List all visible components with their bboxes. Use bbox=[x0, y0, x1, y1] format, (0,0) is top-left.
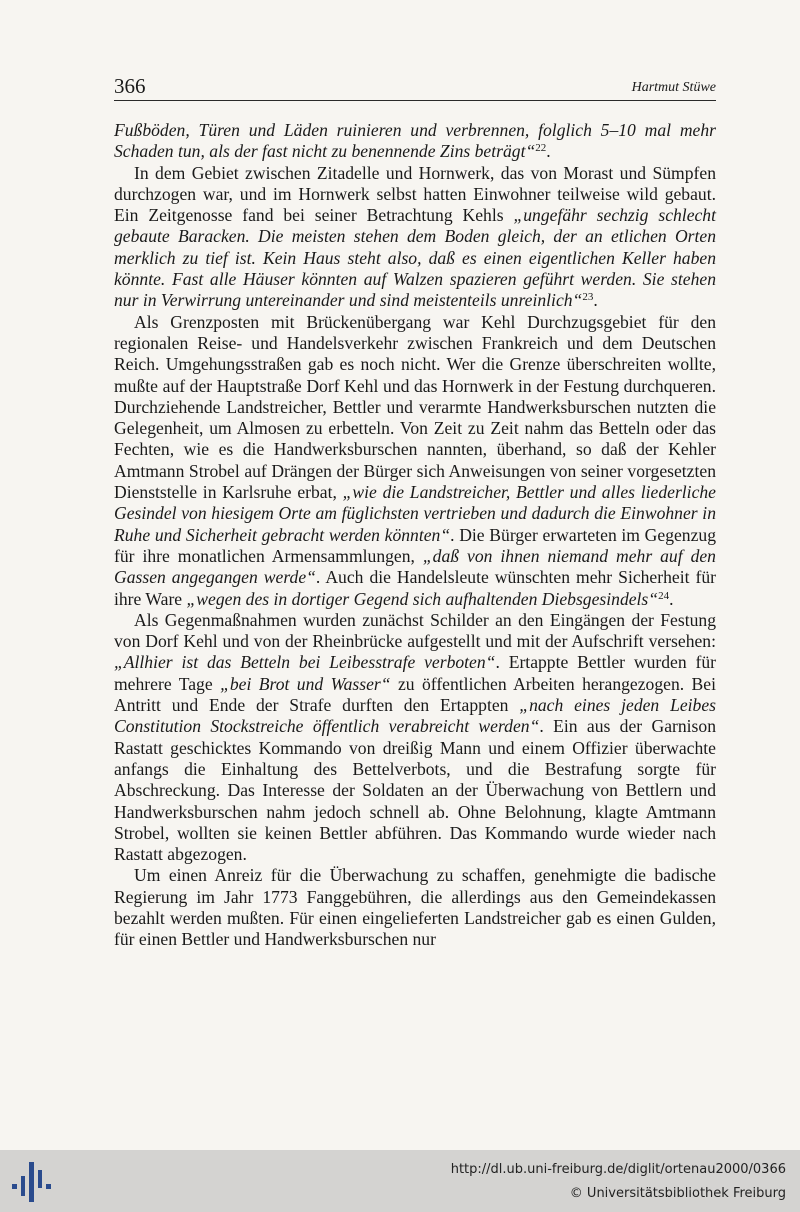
copyright-notice: © Universitätsbibliothek Freiburg bbox=[569, 1186, 786, 1201]
footnote-ref: 23 bbox=[582, 291, 594, 304]
text-run: zu öffentlichen Arbeiten herangezogen. Bei Antritt und Ende der Strafe durften den Ertappten bbox=[114, 673, 716, 716]
quotation: „nach eines jeden Leibes Constitution Stockstreiche öffentlich verabreicht werden“ bbox=[114, 695, 716, 737]
quotation: „wie die Landstreicher, Bettler und alles liederliche Gesindel von hiesigem Orte am füglichsten vertrieben und dadurch die Einwohner in Ruhe und Sicherheit gebracht werden könnten“ bbox=[114, 482, 716, 545]
quotation: „wegen des in dortiger Gegend sich aufhaltenden Diebsgesindels“ bbox=[186, 588, 659, 609]
text-run: . bbox=[593, 290, 598, 311]
quotation: „bei Brot und Wasser“ bbox=[220, 673, 391, 694]
text-run: . Die Bürger erwarteten im Gegenzug für ihre monatlichen Armensammlungen, bbox=[114, 524, 716, 566]
page-header bbox=[114, 74, 716, 101]
text-run: Als Gegenmaßnahmen wurden zunächst Schilder an den Eingängen der Festung von Dorf Kehl und von der Rheinbrücke aufgestellt und mit der Aufschrift versehen: bbox=[114, 609, 716, 652]
paragraph bbox=[114, 865, 716, 950]
source-url-link[interactable]: http://dl.ub.uni-freiburg.de/diglit/ortenau2000/0366 bbox=[450, 1162, 786, 1177]
ub-freiburg-logo-icon[interactable] bbox=[12, 1162, 52, 1202]
paragraph bbox=[114, 610, 716, 866]
text-run: . bbox=[546, 141, 551, 162]
paragraph bbox=[114, 312, 716, 610]
text-run: . Ertappte Bettler wurden für mehrere Tage bbox=[114, 652, 716, 694]
body-text bbox=[114, 120, 716, 951]
page-number: 366 bbox=[114, 74, 146, 98]
paragraph bbox=[114, 120, 716, 163]
viewer-footer bbox=[0, 1150, 800, 1212]
text-run: . bbox=[669, 588, 674, 609]
quotation: „Allhier ist das Betteln bei Leibesstrafe verboten“ bbox=[114, 652, 496, 673]
quotation: Fußböden, Türen und Läden ruinieren und verbrennen, folglich 5–10 mal mehr Schaden tun, als der fast nicht zu benennende Zins beträgt“ bbox=[114, 120, 716, 162]
footnote-ref: 22 bbox=[535, 142, 547, 155]
text-run: . Auch die Handelsleute wünschten mehr Sicherheit für ihre Ware bbox=[114, 567, 716, 609]
text-run: In dem Gebiet zwischen Zitadelle und Hornwerk, das von Morast und Sümpfen durchzogen war, und im Hornwerk selbst hatten Einwohner teilweise wild gebaut. Ein Zeitgenosse fand bei seiner Betrachtung Kehls bbox=[114, 162, 716, 226]
text-run: Als Grenzposten mit Brückenübergang war Kehl Durchzugsgebiet für den regionalen Reise- und Handelsverkehr zwischen Frankreich und dem Deutschen Reich. Umgehungsstraßen gab es noch nicht. Wer die Grenze überschreiten wollte, mußte auf der Hauptstraße Dorf Kehl und das Hornwerk in der Festung durchqueren. Durchziehende Landstreicher, Bettler und verarmte Handwerksburschen nutzten die Gelegenheit, um Almosen zu erbetteln. Von Zeit zu Zeit nahm das Betteln oder das Fechten, wie es die Handwerksburschen nannten, überhand, so daß der Kehler Amtmann Strobel auf Drängen der Bürger sich Anweisungen von seiner vorgesetzten Dienststelle in Karlsruhe erbat, bbox=[114, 311, 716, 503]
footnote-ref: 24 bbox=[658, 589, 670, 602]
quotation: „daß von ihnen niemand mehr auf den Gassen angegangen werde“ bbox=[114, 545, 716, 588]
quotation: „ungefähr sechzig schlecht gebaute Baracken. Die meisten stehen dem Boden gleich, der an etlichen Orten merklich zu tief ist. Kein Haus steht also, daß es einen eigentlichen Keller haben könnte. Fast alle Häuser könnten auf Walzen spazieren geführt werden. Sie stehen nur in Verwirrung untereinander und sind meistenteils unreinlich“ bbox=[114, 205, 716, 311]
running-head: Hartmut Stüwe bbox=[631, 80, 716, 95]
paragraph bbox=[114, 163, 716, 312]
text-run: . Ein aus der Garnison Rastatt geschicktes Kommando von dreißig Mann und einem Offizier überwachte anfangs die Einhaltung des Bettelverbots, und die Bestrafung sorgte für Abschreckung. Das Interesse der Soldaten an der Überwachung von Bettlern und Handwerksburschen nahm jedoch schnell ab. Ohne Belohnung, klagte Amtmann Strobel, wollten sie keinen Bettler abführen. Das Kommando wurde wieder nach Rastatt abgezogen. bbox=[114, 716, 716, 865]
text-run: Um einen Anreiz für die Überwachung zu schaffen, genehmigte die badische Regierung im Jahr 1773 Fanggebühren, die allerdings aus den Gemeindekassen bezahlt werden mußten. Für einen eingelieferten Landstreicher gab es einen Gulden, für einen Bettler und Handwerksburschen nur bbox=[114, 865, 716, 950]
